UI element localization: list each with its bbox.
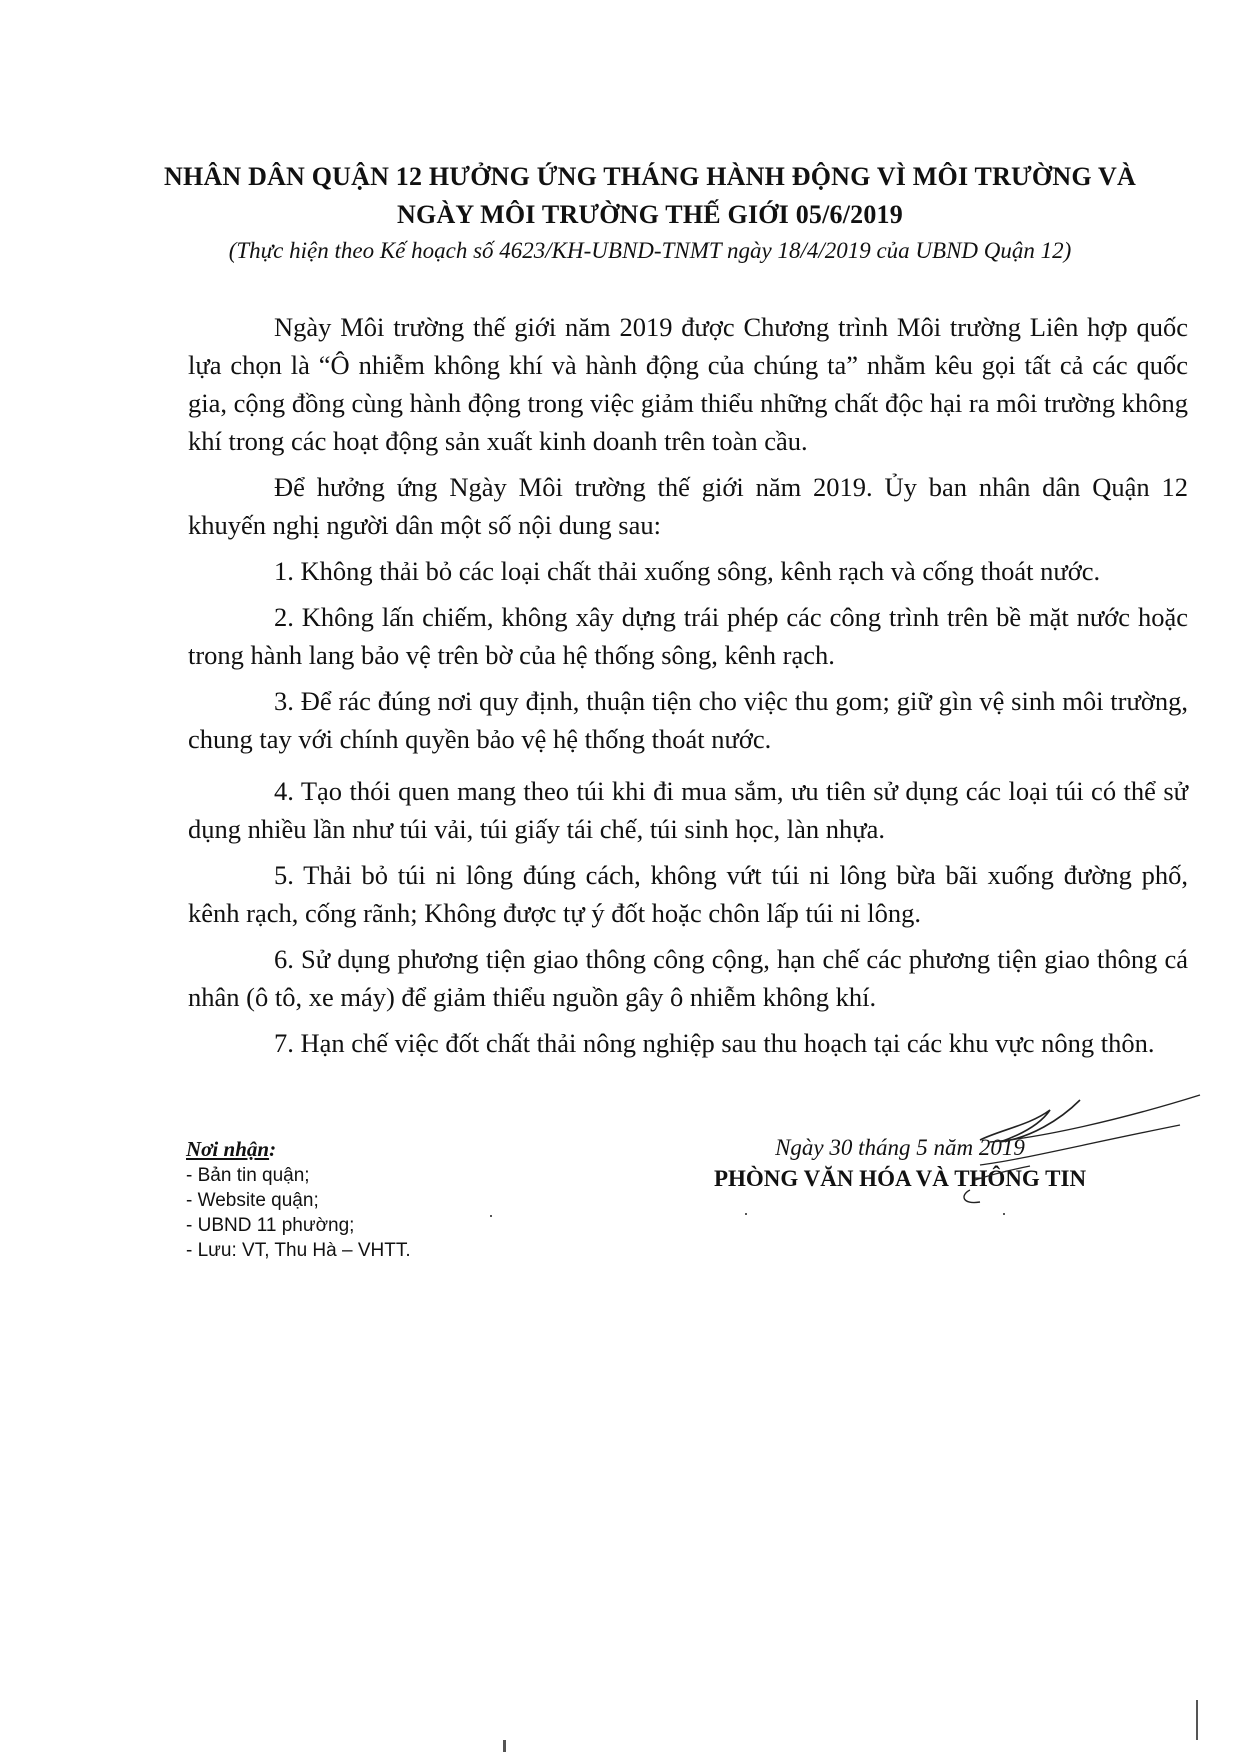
recipients-title-colon: : (269, 1137, 277, 1161)
recipients-block (186, 1135, 546, 1263)
recipient-item: - Bản tin quận; (186, 1165, 310, 1186)
recommendation-5: 5. Thải bỏ túi ni lông đúng cách, không vứt túi ni lông bừa bãi xuống đường phố, kênh rạch, cống rãnh; Không được tự ý đốt hoặc chôn lấp túi ni lông. (188, 860, 1188, 928)
recommendation-6: 6. Sử dụng phương tiện giao thông công cộng, hạn chế các phương tiện giao thông cá nhân (ô tô, xe máy) để giảm thiểu nguồn gây ô nhiễm không khí. (188, 944, 1188, 1012)
paragraph-response: Để hưởng ứng Ngày Môi trường thế giới năm 2019. Ủy ban nhân dân Quận 12 khuyến nghị người dân một số nội dung sau: (188, 472, 1188, 540)
paragraph-intro: Ngày Môi trường thế giới năm 2019 được Chương trình Môi trường Liên hợp quốc lựa chọn là “Ô nhiễm không khí và hành động của chúng ta” nhằm kêu gọi tất cả các quốc gia, cộng đồng cùng hành động trong việc giảm thiểu những chất độc hại ra môi trường không khí trong các hoạt động sản xuất kinh doanh trên toàn cầu. (188, 312, 1188, 456)
handwritten-signature-icon (960, 1080, 1240, 1230)
recipient-item: - Lưu: VT, Thu Hà – VHTT. (186, 1240, 411, 1261)
scan-mark (503, 1740, 506, 1752)
recommendation-2: 2. Không lấn chiếm, không xây dựng trái phép các công trình trên bề mặt nước hoặc trong hành lang bảo vệ trên bờ của hệ thống sông, kênh rạch. (188, 602, 1188, 670)
scan-mark (1003, 1213, 1005, 1215)
scan-mark (490, 1215, 492, 1217)
subtitle: (Thực hiện theo Kế hoạch số 4623/KH-UBND-TNMT ngày 18/4/2019 của UBND Quận 12) (228, 238, 1072, 263)
signature-organization: PHÒNG VĂN HÓA VÀ THÔNG TIN (713, 1166, 1087, 1191)
title-line-1: NHÂN DÂN QUẬN 12 HƯỞNG ỨNG THÁNG HÀNH ĐỘNG VÌ MÔI TRƯỜNG VÀ (164, 162, 1136, 191)
recipients-title: Nơi nhận (186, 1137, 270, 1161)
title-block (150, 158, 1150, 268)
recipient-item: - Website quận; (186, 1190, 319, 1211)
recipient-item: - UBND 11 phường; (186, 1215, 355, 1236)
signature-date: Ngày 30 tháng 5 năm 2019 (775, 1135, 1025, 1160)
recommendation-4: 4. Tạo thói quen mang theo túi khi đi mua sắm, ưu tiên sử dụng các loại túi có thể sử dụng nhiều lần như túi vải, túi giấy tái chế, túi sinh học, làn nhựa. (188, 776, 1188, 844)
recommendation-1: 1. Không thải bỏ các loại chất thải xuống sông, kênh rạch và cống thoát nước. (274, 556, 1101, 586)
recommendation-7: 7. Hạn chế việc đốt chất thải nông nghiệp sau thu hoạch tại các khu vực nông thôn. (274, 1028, 1155, 1058)
body-text (188, 308, 1188, 1062)
scan-mark (745, 1213, 747, 1215)
scan-mark (1196, 1700, 1198, 1740)
recommendation-3: 3. Để rác đúng nơi quy định, thuận tiện cho việc thu gom; giữ gìn vệ sinh môi trường, chung tay với chính quyền bảo vệ hệ thống thoát nước. (188, 686, 1188, 754)
title-line-2: NGÀY MÔI TRƯỜNG THẾ GIỚI 05/6/2019 (397, 200, 903, 229)
recipients-heading (186, 1135, 546, 1163)
